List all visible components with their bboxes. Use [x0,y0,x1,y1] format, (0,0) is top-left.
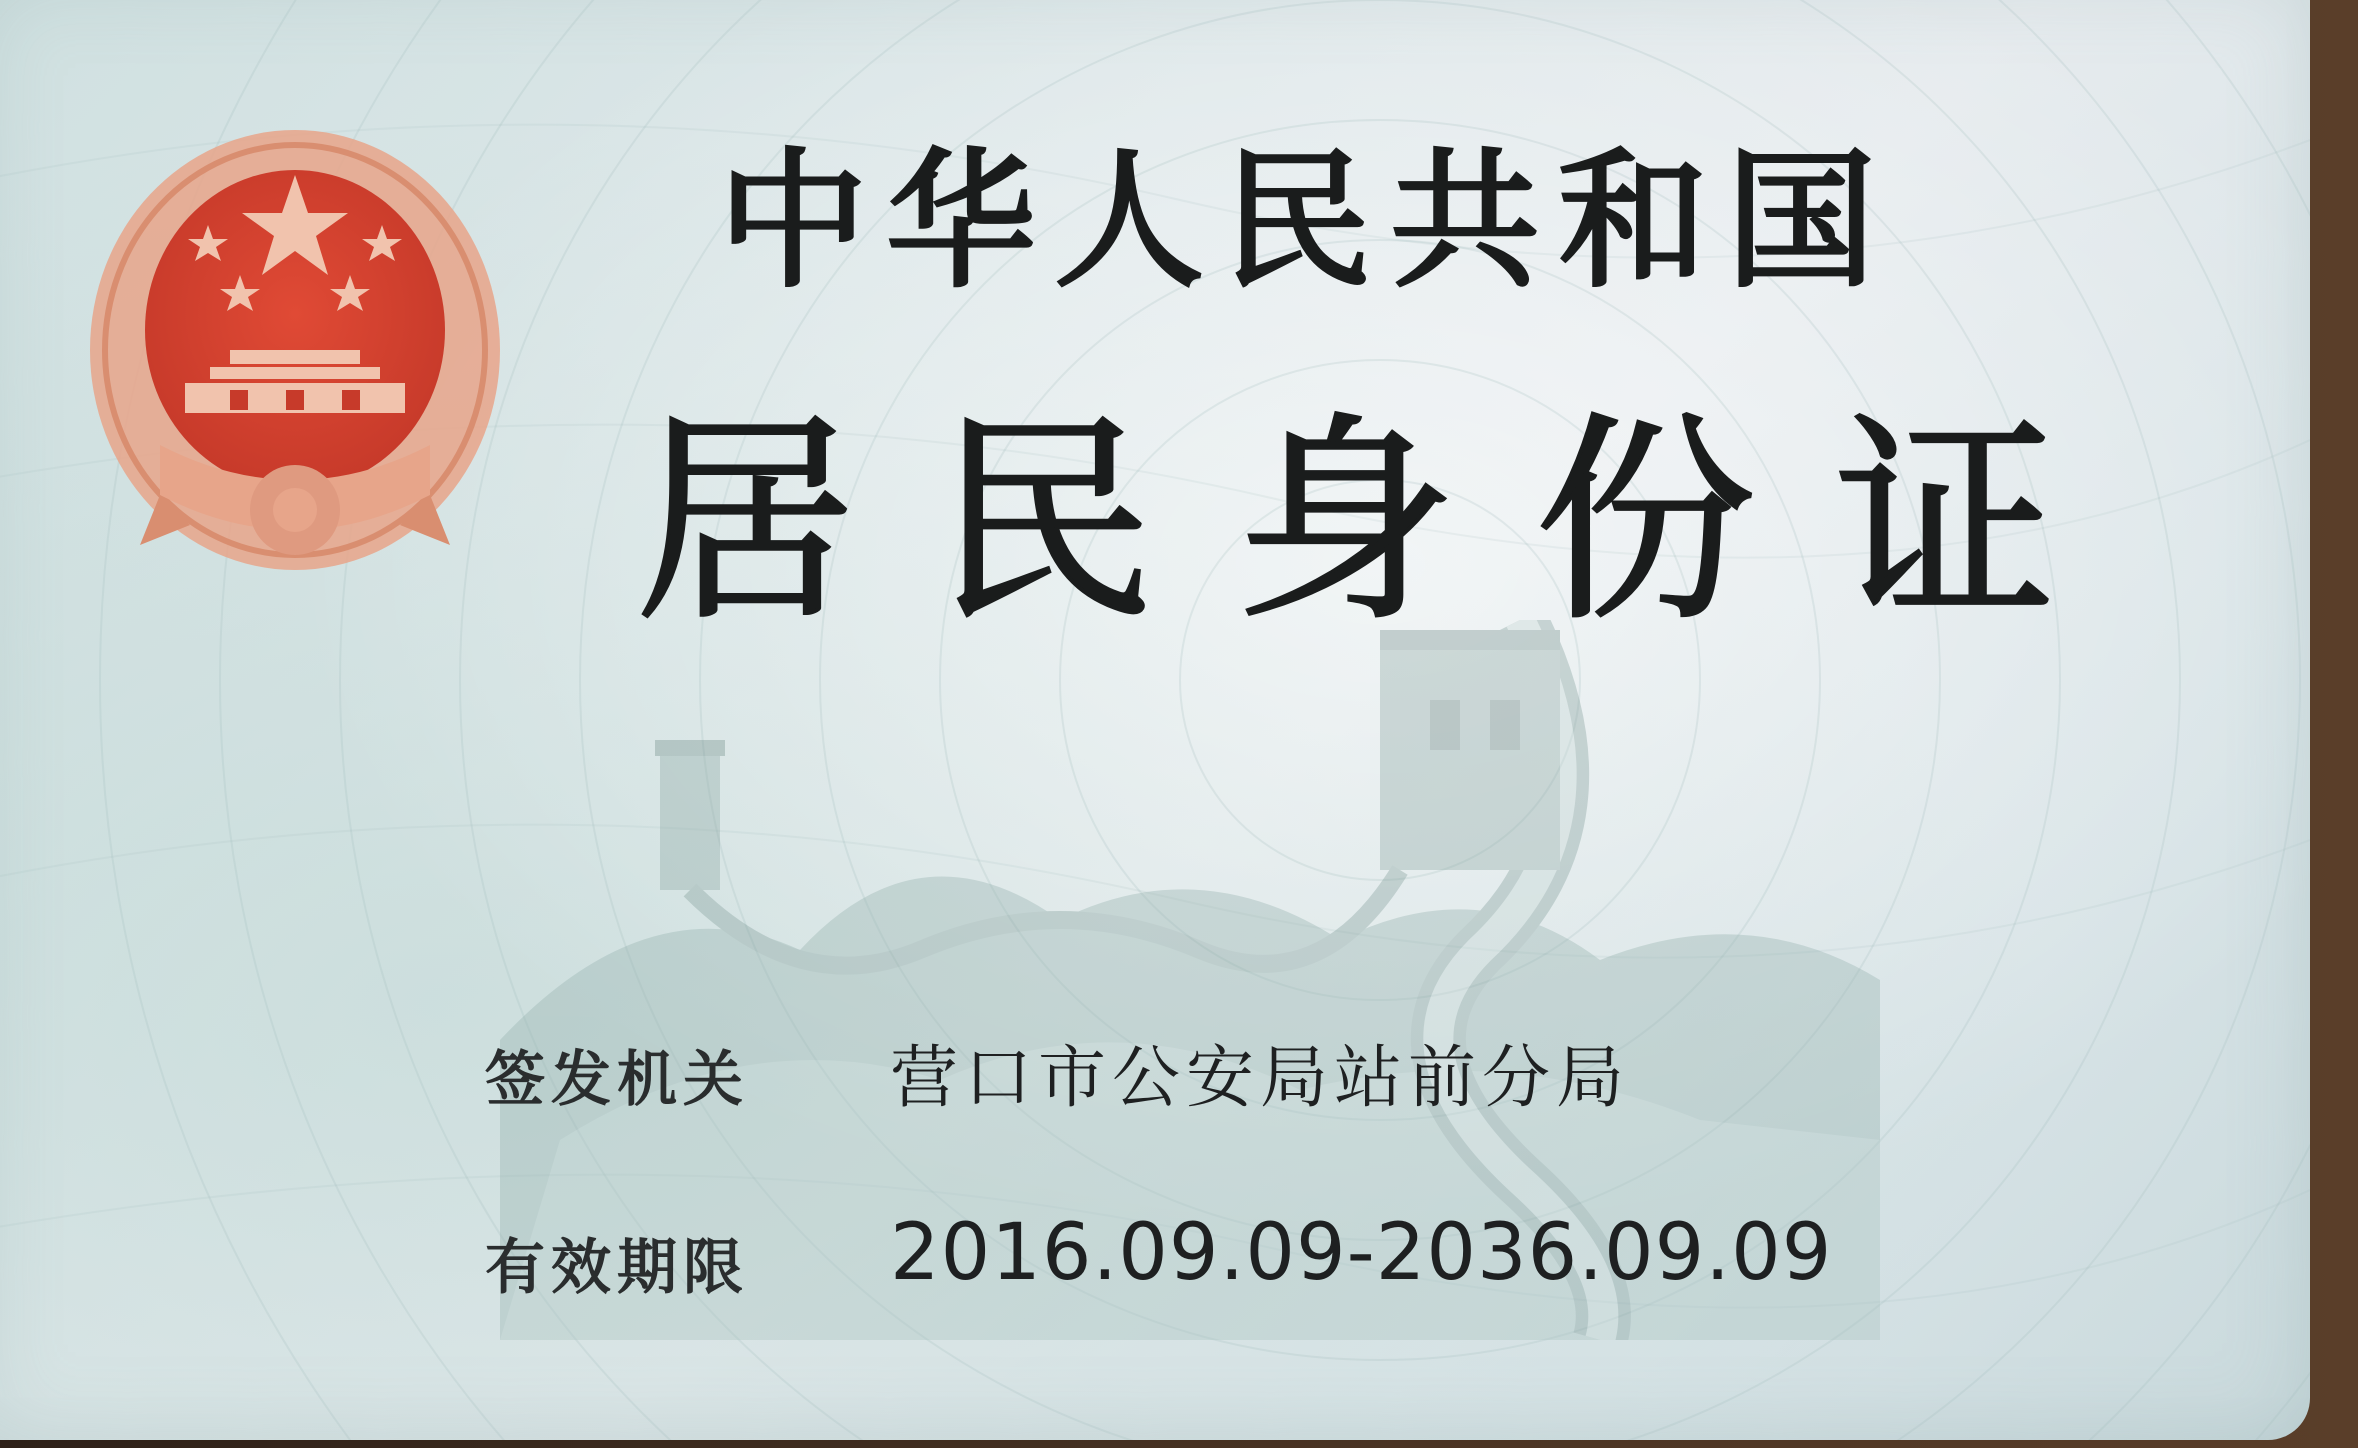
document-title: 居民身份证 [635,394,2136,650]
issuing-authority-value: 营口市公安局站前分局 [890,1039,1631,1118]
validity-period-label: 有效期限 [485,1233,749,1303]
validity-period-value: 2016.09.09-2036.09.09 [890,1208,1833,1298]
national-emblem-icon [80,115,510,595]
issuing-authority-label: 签发机关 [485,1045,749,1115]
country-title: 中华人民共和国 [718,133,1895,309]
